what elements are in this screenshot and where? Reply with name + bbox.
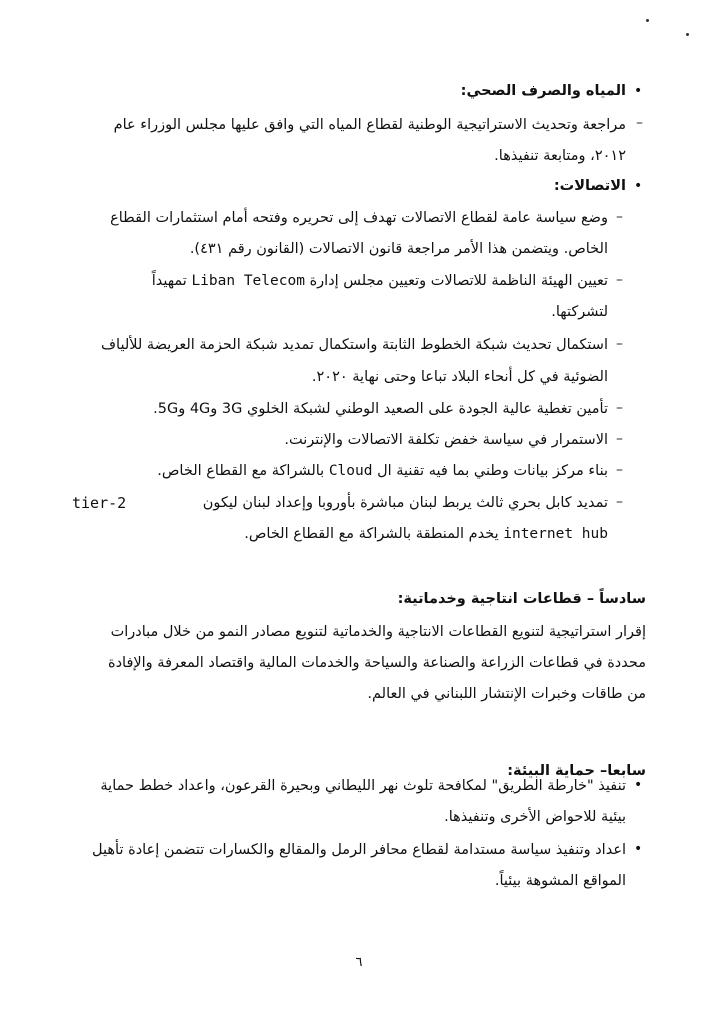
telecom-item-2-text-b: تمهيداً	[151, 273, 187, 289]
sixth-paragraph-line-1: إقرار استراتيجية لتنويع القطاعات الانتاجية والخدماتية لتنويع مصادر النمو من خلال مبادرات	[110, 624, 646, 640]
dash-marker: –	[616, 462, 623, 478]
cloud-term: Cloud	[328, 463, 373, 479]
telecom-item-1-line-2: الخاص. ويتضمن هذا الأمر مراجعة قانون الاتصالات (القانون رقم ٤٣١).	[189, 241, 608, 257]
water-item-line-1: مراجعة وتحديث الاستراتيجية الوطنية لقطاع المياه التي وافق عليها مجلس الوزراء عام	[113, 117, 626, 133]
environment-item-2-line-2: المواقع المشوهة بيئياً.	[494, 873, 626, 889]
telecom-item-7-line-2	[244, 523, 608, 545]
telecom-item-7-text-a: تمديد كابل بحري ثالث يربط لبنان مباشرة بأوروبا وإعداد لبنان ليكون	[202, 495, 608, 511]
telecom-item-7-line-1	[203, 492, 608, 514]
dash-marker: –	[616, 272, 623, 288]
tier-2-term: tier-2	[72, 494, 127, 512]
telecom-item-3-line-1: استكمال تحديث شبكة الخطوط الثابتة واستكمال تمديد شبكة الحزمة العريضة للألياف	[101, 337, 608, 353]
dash-marker: –	[636, 115, 643, 131]
liban-telecom-name: Liban Telecom	[191, 273, 305, 289]
page-number: ٦	[355, 955, 363, 970]
scan-speck	[646, 19, 649, 22]
dash-marker: –	[616, 336, 623, 352]
water-item-line-2: ٢٠١٢، ومتابعة تنفيذها.	[494, 148, 626, 164]
sixth-paragraph-line-3: من طاقات وخبرات الإنتشار اللبناني في العالم.	[367, 686, 646, 702]
telecom-item-2-text-a: تعيين الهيئة الناظمة للاتصالات وتعيين مجلس إدارة	[309, 273, 608, 289]
dash-marker: –	[616, 494, 623, 510]
bullet: •	[634, 178, 643, 194]
telecom-item-2-line-1	[152, 270, 608, 292]
internet-hub-term: internet hub	[503, 526, 608, 542]
environment-item-2-line-1: اعداد وتنفيذ سياسة مستدامة لقطاع محافر الرمل والمقالع والكسارات تتضمن إعادة تأهيل	[92, 842, 626, 858]
section-heading-seventh: سابعا– حماية البيئة:	[507, 763, 646, 779]
telecom-item-3-line-2: الضوئية في كل أنحاء البلاد تباعا وحتى نهاية ٢٠٢٠.	[311, 369, 608, 385]
telecom-item-2-line-2: لتشركتها.	[551, 304, 608, 320]
bullet: •	[634, 777, 643, 793]
environment-item-1-line-1: تنفيذ "خارطة الطريق" لمكافحة تلوث نهر الليطاني وبحيرة القرعون، واعداد خطط حماية	[100, 778, 626, 794]
telecom-item-4: تأمين تغطية عالية الجودة على الصعيد الوطني لشبكة الخلوي 3G و4G و5G.	[153, 401, 608, 417]
dash-marker: –	[616, 209, 623, 225]
section-heading-water: المياه والصرف الصحي:	[460, 83, 626, 99]
section-heading-telecom: الاتصالات:	[553, 178, 626, 194]
telecom-item-5: الاستمرار في سياسة خفض تكلفة الاتصالات والإنترنت.	[284, 432, 608, 448]
telecom-item-6-text-a: بناء مركز بيانات وطني بما فيه تقنية ال	[377, 463, 608, 479]
section-heading-sixth: سادساً – قطاعات انتاجية وخدماتية:	[397, 591, 646, 607]
environment-item-1-line-2: بيئية للاحواض الأخرى وتنفيذها.	[444, 809, 626, 825]
sixth-paragraph-line-2: محددة في قطاعات الزراعة والصناعة والسياحة والخدمات المالية واقتصاد المعرفة والإفادة	[107, 655, 646, 671]
telecom-item-1-line-1: وضع سياسة عامة لقطاع الاتصالات تهدف إلى تحريره وفتحه أمام استثمارات القطاع	[110, 210, 608, 226]
dash-marker: –	[616, 400, 623, 416]
bullet: •	[634, 83, 643, 99]
telecom-item-7-text-b: يخدم المنطقة بالشراكة مع القطاع الخاص.	[244, 526, 499, 542]
bullet: •	[634, 841, 643, 857]
dash-marker: –	[616, 431, 623, 447]
scan-speck	[686, 33, 689, 36]
telecom-item-6	[157, 460, 608, 482]
telecom-item-6-text-b: بالشراكة مع القطاع الخاص.	[157, 463, 325, 479]
